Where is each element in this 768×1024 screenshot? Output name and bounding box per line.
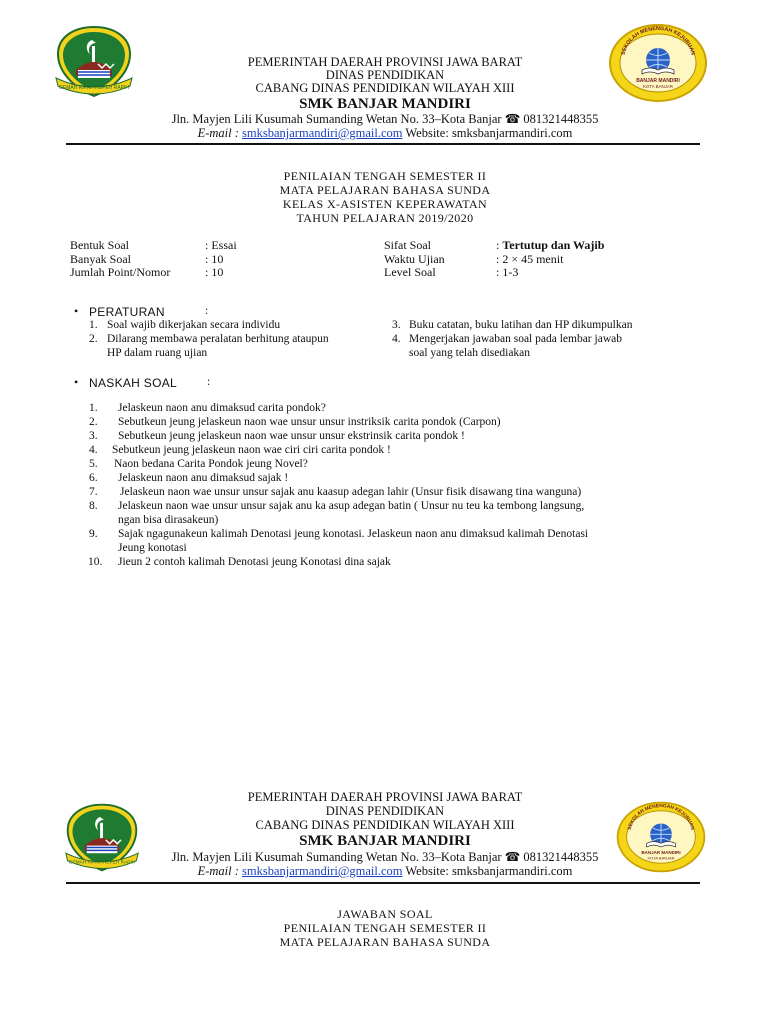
email-link[interactable]: smksbanjarmandiri@gmail.com	[242, 126, 403, 140]
info-label-level: Level Soal	[384, 265, 436, 279]
rule-4-line2: soal yang telah disediakan	[409, 347, 531, 359]
questions-heading: NASKAH SOAL	[89, 376, 177, 390]
rule-1: Soal wajib dikerjakan secara individu	[107, 319, 281, 331]
west-java-emblem-logo	[52, 24, 136, 100]
right-logo-ring-text: SEKOLAH MENENGAH KEJURUAN	[627, 804, 695, 831]
question-2: Sebutkeun jeung jelaskeun naon wae unsur unsur instriksik carita pondok (Carpon)	[118, 416, 501, 428]
exam-title-3: KELAS X-ASISTEN KEPERAWATAN	[282, 197, 488, 211]
exam-title-2: MATA PELAJARAN BAHASA SUNDA	[279, 183, 491, 197]
question-8-line1: Jelaskeun naon wae unsur unsur sajak anu ka asup adegan batin ( Unsur nu teu ka tembong langsung,	[118, 500, 585, 512]
bullet-icon: •	[74, 304, 79, 318]
website-label: Website:	[405, 864, 449, 878]
right-logo-name2: KOTA BANJAR	[647, 855, 675, 861]
question-6-num: 6.	[89, 472, 98, 484]
branch-line: CABANG DINAS PENDIDIKAN WILAYAH XIII	[255, 81, 515, 95]
gov-line: PEMERINTAH DAERAH PROVINSI JAWA BARAT	[247, 55, 523, 69]
website-text: smksbanjarmandiri.com	[451, 126, 573, 140]
rules-colon: :	[205, 305, 209, 317]
questions-colon: :	[207, 376, 211, 388]
exam-title-1: PENILAIAN TENGAH SEMESTER II	[283, 169, 487, 183]
right-logo-name1: BANJAR MANDIRI	[636, 78, 680, 84]
info-value-nature-strong: Tertutup dan Wajib	[502, 238, 605, 252]
question-10-num: 10.	[88, 556, 103, 568]
bullet-icon: •	[74, 375, 79, 389]
answer-title-3: MATA PELAJARAN BAHASA SUNDA	[279, 935, 491, 949]
left-logo-banner-text: GEMAH RIPAH REPEH RAPIH	[59, 85, 129, 91]
question-9-line2: Jeung konotasi	[118, 542, 187, 554]
rule-2-num: 2.	[89, 333, 98, 345]
question-3: Sebutkeun jeung jelaskeun naon wae unsur unsur ekstrinsik carita pondok !	[118, 430, 465, 442]
rule-2-line1: Dilarang membawa peralatan berhitung ataupun	[107, 333, 329, 345]
info-label-nature: Sifat Soal	[384, 238, 431, 252]
address-line	[100, 850, 670, 864]
info-value-count: : 10	[205, 252, 224, 266]
header-divider	[66, 143, 700, 145]
right-logo-ring-text: SEKOLAH MENENGAH KEJURUAN	[620, 25, 696, 56]
address-line	[100, 112, 670, 126]
question-1: Jelaskeun naon anu dimaksud carita pondok?	[118, 402, 326, 414]
question-5: Naon bedana Carita Pondok jeung Novel?	[114, 458, 308, 470]
address-text: Jln. Mayjen Lili Kusumah Sumanding Wetan No. 33–Kota Banjar	[171, 850, 502, 864]
question-1-num: 1.	[89, 402, 98, 414]
info-label-count: Banyak Soal	[70, 252, 131, 266]
phone-icon: ☎	[504, 850, 521, 864]
email-link[interactable]: smksbanjarmandiri@gmail.com	[242, 864, 403, 878]
contact-line	[100, 126, 670, 140]
dept-line: DINAS PENDIDIKAN	[325, 804, 445, 818]
address-text: Jln. Mayjen Lili Kusumah Sumanding Wetan No. 33–Kota Banjar	[171, 112, 502, 126]
gov-line: PEMERINTAH DAERAH PROVINSI JAWA BARAT	[247, 790, 523, 804]
info-value-points: : 10	[205, 265, 224, 279]
question-8-line2: ngan bisa dirasakeun)	[118, 514, 219, 526]
question-9-line1: Sajak ngagunakeun kalimah Denotasi jeung konotasi. Jelaskeun naon anu dimaksud kalimah Denotasi	[118, 528, 589, 540]
phone-number: 081321448355	[523, 112, 599, 126]
question-5-num: 5.	[89, 458, 98, 470]
rule-4-line1: Mengerjakan jawaban soal pada lembar jawab	[409, 333, 622, 345]
email-label: E-mail :	[197, 126, 239, 140]
info-value-level: : 1-3	[496, 265, 519, 279]
question-7-num: 7.	[89, 486, 98, 498]
email-label: E-mail :	[197, 864, 239, 878]
branch-line: CABANG DINAS PENDIDIKAN WILAYAH XIII	[255, 818, 515, 832]
info-label-time: Waktu Ujian	[384, 252, 445, 266]
question-2-num: 2.	[89, 416, 98, 428]
question-6: Jelaskeun naon anu dimaksud sajak !	[118, 472, 289, 484]
website-text: smksbanjarmandiri.com	[451, 864, 573, 878]
right-logo-name1: BANJAR MANDIRI	[641, 850, 681, 856]
phone-icon: ☎	[504, 112, 521, 126]
question-3-num: 3.	[89, 430, 98, 442]
rule-2-line2: HP dalam ruang ujian	[107, 347, 208, 359]
question-4: Sebutkeun jeung jelaskeun naon wae ciri ciri carita pondok !	[112, 444, 391, 456]
contact-line	[100, 864, 670, 878]
school-name: SMK BANJAR MANDIRI	[299, 833, 471, 849]
school-name: SMK BANJAR MANDIRI	[299, 96, 471, 112]
question-7: Jelaskeun naon wae unsur unsur sajak anu kaasup adegan lahir (Unsur fisik disawang tina wanguna)	[120, 486, 582, 498]
phone-number: 081321448355	[523, 850, 599, 864]
info-value-nature-colon: :	[496, 238, 503, 252]
question-4-num: 4.	[89, 444, 98, 456]
rules-heading: PERATURAN	[89, 305, 165, 319]
info-value-form: : Essai	[205, 238, 237, 252]
info-value-time: : 2 × 45 menit	[496, 252, 564, 266]
info-label-points: Jumlah Point/Nomor	[70, 265, 171, 279]
answer-title-1: JAWABAN SOAL	[337, 907, 433, 921]
info-label-form: Bentuk Soal	[70, 238, 129, 252]
left-logo-banner-text: GEMAH RIPAH REPEH RAPIH	[68, 860, 136, 866]
rule-3-num: 3.	[392, 319, 401, 331]
info-value-nature	[496, 239, 604, 252]
website-label: Website:	[405, 126, 449, 140]
exam-title-4: TAHUN PELAJARAN 2019/2020	[296, 211, 474, 225]
rule-1-num: 1.	[89, 319, 98, 331]
rule-4-num: 4.	[392, 333, 401, 345]
answer-title-2: PENILAIAN TENGAH SEMESTER II	[283, 921, 487, 935]
question-9-num: 9.	[89, 528, 98, 540]
right-logo-name2: KOTA BANJAR	[643, 84, 673, 89]
question-8-num: 8.	[89, 500, 98, 512]
rule-3: Buku catatan, buku latihan dan HP dikumpulkan	[409, 319, 633, 331]
header-divider	[66, 882, 700, 884]
dept-line: DINAS PENDIDIKAN	[325, 68, 445, 82]
question-10: Jieun 2 contoh kalimah Denotasi jeung Konotasi dina sajak	[118, 556, 391, 568]
